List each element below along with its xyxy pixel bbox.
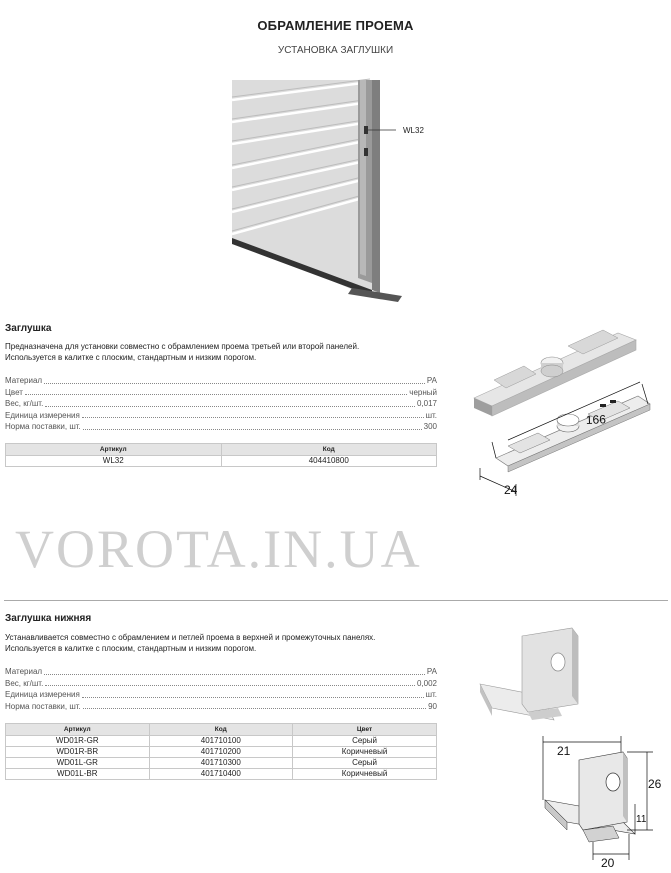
door-frame-illustration <box>220 78 410 303</box>
properties-list <box>5 666 437 712</box>
table-cell: 401710400 <box>149 769 293 780</box>
property-value: черный <box>409 387 437 397</box>
property-value: 90 <box>428 701 437 711</box>
property-row <box>5 375 437 387</box>
property-label: Норма поставки, шт. <box>5 701 81 711</box>
lower-plug-dimension-drawing <box>535 730 665 870</box>
description-line: Используется в калитке с плоским, стандартным и низким порогом. <box>5 644 257 653</box>
properties-list <box>5 375 437 433</box>
dimension-width-21: 21 <box>557 744 571 758</box>
property-value: PA <box>426 376 437 385</box>
dimension-inner-11: 11 <box>636 814 647 825</box>
table-row <box>6 456 437 467</box>
property-value: PA <box>426 667 437 676</box>
table-cell: 401710300 <box>149 758 293 769</box>
table-header-color: Цвет <box>293 724 437 736</box>
table-cell: 401710100 <box>149 736 293 747</box>
table-header-code: Код <box>221 444 437 456</box>
table-cell: WD01L-BR <box>6 769 150 780</box>
section-title-zaglushka-nizhnyaya: Заглушка нижняя <box>5 613 92 624</box>
description-line: Используется в калитке с плоским, стандартным и низким порогом. <box>5 353 257 362</box>
table-cell: Серый <box>293 736 437 747</box>
property-label: Материал <box>5 667 43 676</box>
dimension-width: 24 <box>504 483 518 497</box>
section-divider <box>4 600 668 601</box>
lower-plug-drawing <box>472 624 587 724</box>
table-cell: WD01R-GR <box>6 736 150 747</box>
property-label: Вес, кг/шт. <box>5 678 44 688</box>
table-cell: 401710200 <box>149 747 293 758</box>
property-label: Единица измерения <box>5 690 80 699</box>
table-row <box>6 747 437 758</box>
table-cell: WD01L-GR <box>6 758 150 769</box>
plug-wl32-drawing <box>468 318 668 498</box>
property-row <box>5 387 437 399</box>
table-header-article: Артикул <box>6 724 150 736</box>
table-cell: 404410800 <box>221 456 437 467</box>
property-value: 0,002 <box>416 678 437 688</box>
table-cell: Коричневый <box>293 747 437 758</box>
illustration-callout-label: WL32 <box>403 126 424 135</box>
property-row <box>5 421 437 433</box>
property-row <box>5 701 437 713</box>
page-subtitle: УСТАНОВКА ЗАГЛУШКИ <box>277 45 394 56</box>
table-cell: Коричневый <box>293 769 437 780</box>
description-line: Устанавливается совместно с обрамлением и петлей проема в верхней и промежуточных панелях. <box>5 633 376 642</box>
table-cell: Серый <box>293 758 437 769</box>
property-row <box>5 398 437 410</box>
section-description <box>5 341 445 363</box>
table-row <box>6 736 437 747</box>
property-row <box>5 689 437 701</box>
section-title-zaglushka: Заглушка <box>5 323 52 334</box>
dimension-height-26: 26 <box>648 777 662 791</box>
property-value: шт. <box>425 410 437 420</box>
table-row <box>6 769 437 780</box>
table-cell: WD01R-BR <box>6 747 150 758</box>
page-title: ОБРАМЛЕНИЕ ПРОЕМА <box>257 18 414 33</box>
table-header-code: Код <box>149 724 293 736</box>
property-row <box>5 410 437 422</box>
dimension-base-20: 20 <box>601 856 615 870</box>
article-table <box>5 443 437 467</box>
description-line: Предназначена для установки совместно с обрамлением проема третьей или второй панелей. <box>5 342 360 351</box>
property-label: Материал <box>5 376 43 385</box>
table-header-article: Артикул <box>6 444 222 456</box>
dimension-length: 166 <box>585 412 607 427</box>
property-label: Норма поставки, шт. <box>5 422 81 431</box>
table-cell: WL32 <box>6 456 222 467</box>
watermark: VOROTA.IN.UA <box>15 519 422 579</box>
table-row <box>6 758 437 769</box>
property-label: Единица измерения <box>5 410 80 420</box>
property-value: 300 <box>423 422 437 431</box>
property-value: 0,017 <box>416 399 437 408</box>
property-label: Цвет <box>5 387 23 397</box>
property-row <box>5 678 437 690</box>
article-table <box>5 723 437 780</box>
property-label: Вес, кг/шт. <box>5 399 44 408</box>
section-description <box>5 632 450 654</box>
property-row <box>5 666 437 678</box>
property-value: шт. <box>425 690 437 699</box>
